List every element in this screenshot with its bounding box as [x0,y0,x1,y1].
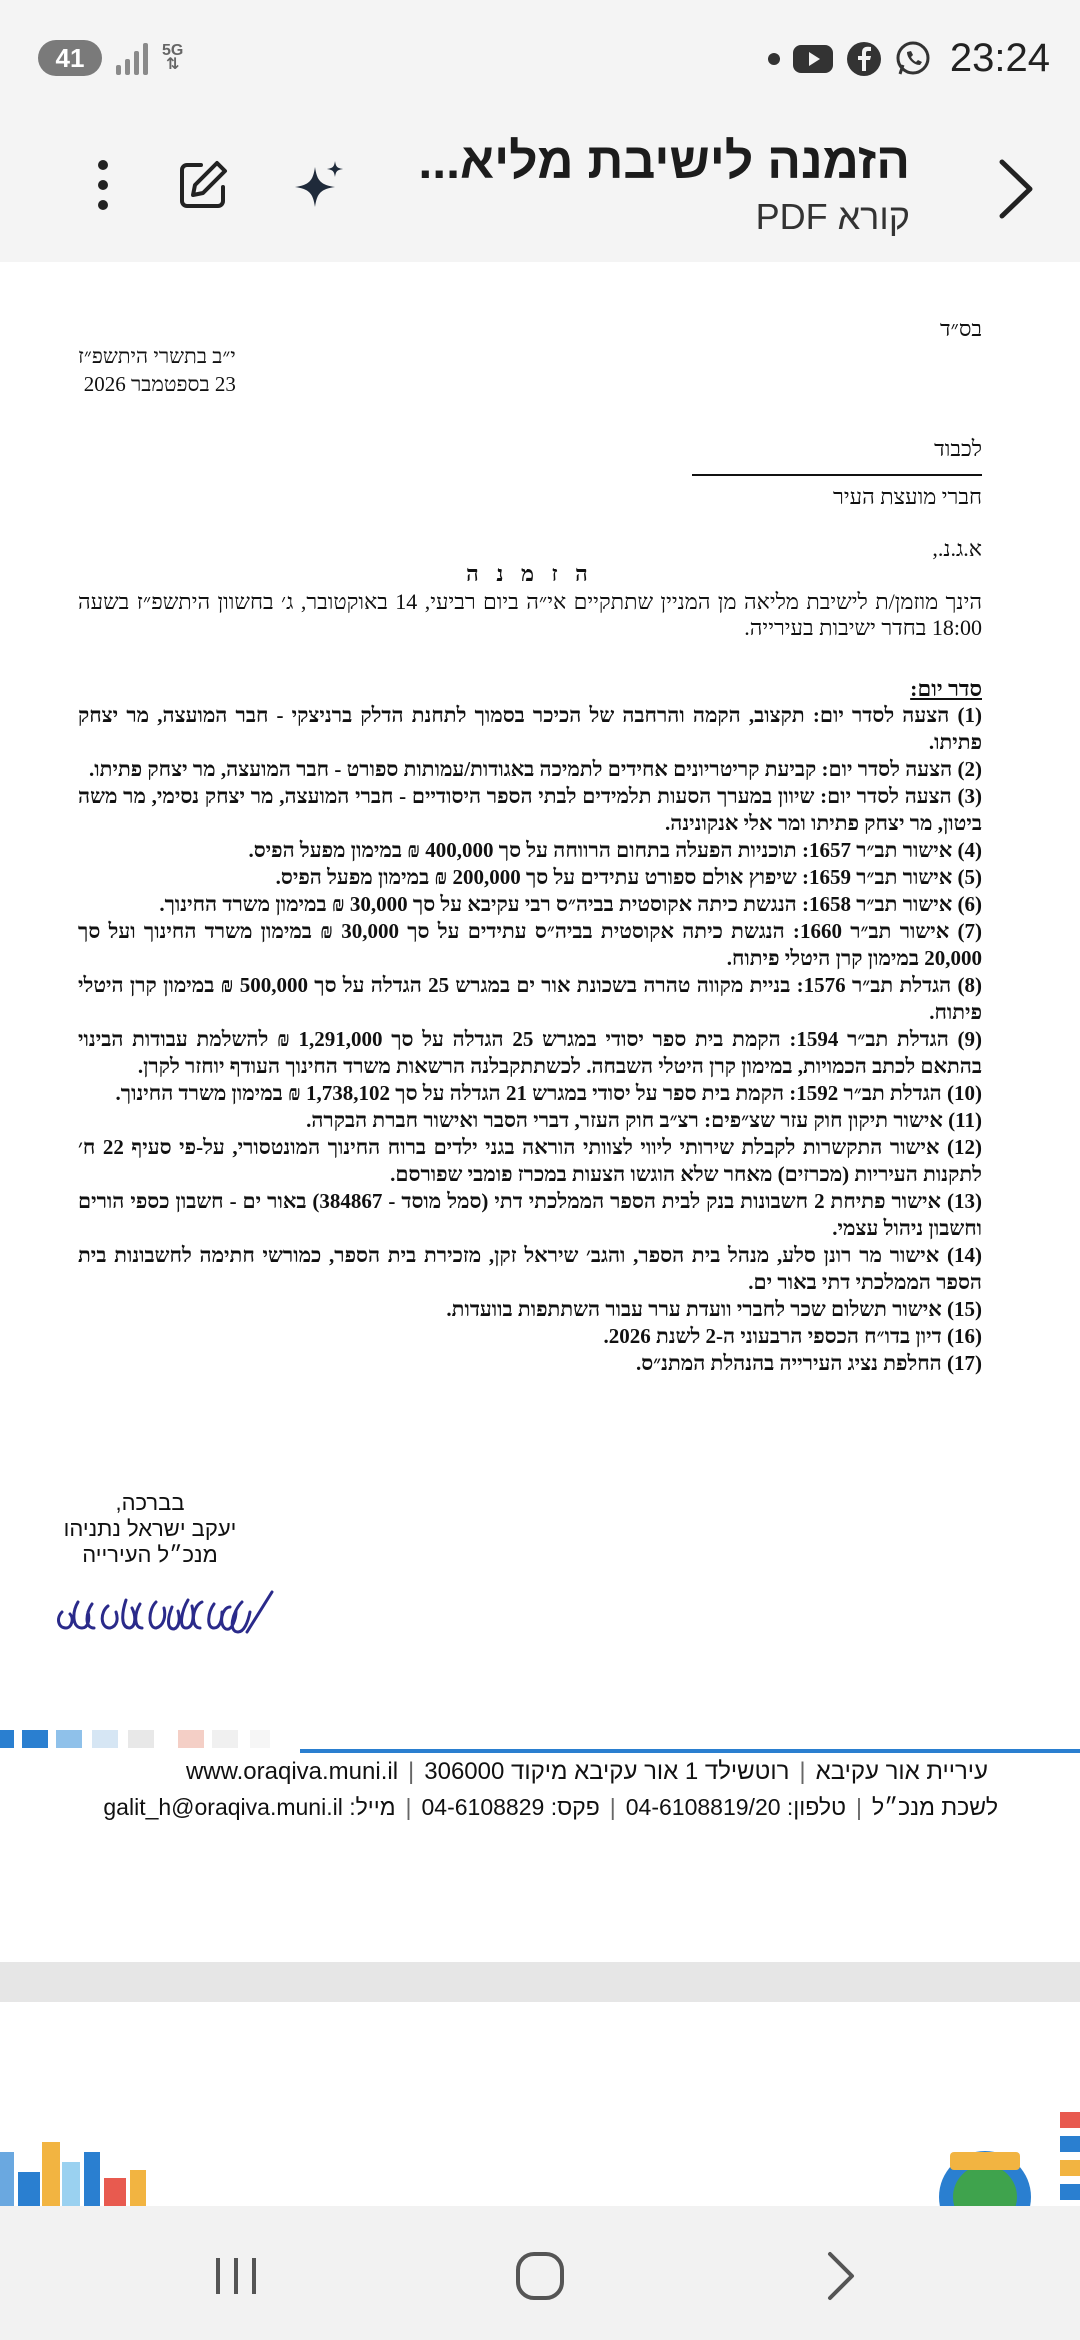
status-bar [0,0,1080,120]
intro-paragraph: הינך מוזמן/ת לישיבת מליאה מן המניין שתתקיים אי״ה ביום רביעי, 14 באוקטובר, ג׳ בחשוון היתשפ״ז בשעה 18:00 בחדר ישיבות בעירייה. [78,589,983,640]
footer-phone[interactable]: 04-6108819/20 [625,1794,781,1820]
agenda-item: (15) אישור תשלום שכר לחברי וועדת ערר עבור השתתפות בוועדות. [446,1297,982,1321]
agenda-item: (13) אישור פתיחת 2 חשבונות בנק לבית הספר הממלכתי דתי (סמל מוסד - 384867) באור ים - חשבון כספי הורים וחשבון ניהול עצמי. [78,1189,983,1240]
footer-mail-label: מייל: [349,1794,396,1820]
app-bar [0,120,1080,260]
footer-address: רוטשילד 1 אור עקיבא מיקוד 306000 [424,1758,790,1785]
agenda-item: (1) הצעה לסדר יום: תקצוב, הקמה והרחבה של הכיכר בסמוך לתחנת הדלק ברניצקי - חבר המועצה, מר יצחק פתיתו. [78,703,982,754]
agenda-list [78,702,982,1377]
back-chevron-icon [988,154,1044,224]
footer-line-1: עיריית אור עקיבא|רוטשילד 1 אור עקיבא מיקוד 306000|www.oraqiva.muni.il [185,1758,988,1785]
agenda-item: (4) אישור תב״ר 1657: תוכניות הפעלה בתחום הרווחה על סך 400,000 ₪ במימון מפעל הפיס. [248,838,982,862]
system-navigation-bar [0,2206,1080,2340]
document-title: הזמנה לישיבת מליא... [418,133,910,189]
whatsapp-icon [894,40,932,78]
addressee: חברי מועצת העיר [833,484,982,509]
footer-phone-label: טלפון: [786,1794,847,1820]
dot-icon [768,53,780,65]
app-subtitle: קורא PDF [755,196,910,237]
footer-color-strip [0,1722,1080,1752]
page-gap [0,1962,1080,2002]
data-arrows-icon: ⇅ [165,56,180,73]
youtube-icon [792,43,834,75]
letter-heading: ה ז מ נ ה [466,561,594,586]
signal-icon [116,41,148,75]
recent-apps-button[interactable] [206,2246,266,2306]
footer-email[interactable]: galit_h@oraqiva.muni.il [103,1794,343,1820]
hebrew-date: י״ב בתשרי היתשפ״ז [78,344,236,368]
status-left [38,40,183,76]
pdf-page-2[interactable] [0,2002,1080,2206]
agenda-item: (10) הגדלת תב״ר 1592: הקמת בית ספר על יסודי במגרש 21 הגדלה על סך 1,738,102 ₪ במימון משרד החינוך. [115,1081,982,1105]
agenda-item: (9) הגדלת תב״ר 1594: הקמת בית ספר יסודי במגרש 25 הגדלה על סך 1,291,000 ₪ להשלמת עבודות הבינוי בהתאם לכתב הכמויות, במימון קרן היטלי השבחה. לכשתתקבלנה הרשאות משרד החינוך העודף יוחזר לקרן. [78,1027,982,1078]
closing-greeting: בברכה, [115,1490,185,1515]
facebook-icon [846,41,882,77]
agenda-item: (6) אישור תב״ר 1658: הנגשת כיתה אקוסטית בביה״ס רבי עקיבא על סך 30,000 ₪ במימון משרד החינוך. [159,892,982,916]
gregorian-date: 23 בספטמבר 2026 [83,372,236,396]
footer-office: לשכת מנכ״ל [872,1794,998,1820]
more-icon [96,158,110,212]
agenda-item: (2) הצעה לסדר יום: קביעת קריטריונים אחידים לתמיכה באגודות/עמותות ספורט - חבר המועצה, מר יצחק פתיתו. [89,757,982,781]
agenda-item: (12) אישור התקשרות לקבלת שירותי ליווי לצוותי הוראה בגני ילדים ברוח החינוך המונטסורי, על-פי סעיף 22 ח׳ לתקנות העיריות (מכרזים) מאחר שלא הוגשו הצעות במכרז פומבי שפורסם. [78,1135,982,1186]
back-button[interactable] [988,154,1044,224]
greeting: א.ג.נ., [932,536,982,561]
signer-name: יעקב ישראל נתניהו [63,1516,237,1541]
title-block [418,132,910,238]
footer-accent-line [300,1749,1080,1753]
edit-button[interactable] [168,150,238,220]
handwritten-signature [42,1552,282,1652]
ai-assist-button[interactable] [284,150,354,220]
home-button[interactable] [510,2246,570,2306]
footer-line-2: לשכת מנכ״ל|טלפון: 04-6108819/20|פקס: 04-6108829|מייל: galit_h@oraqiva.muni.il [103,1794,998,1820]
back-nav-button[interactable] [810,2246,870,2306]
divider-line [692,474,982,476]
agenda-item: (11) אישור תיקון חוק עזר שצ״פים: רצ״ב חוק העזר, דברי הסבר ואישור חברת הבקרה. [306,1108,982,1132]
notification-count-badge: 41 [38,40,102,76]
status-right [768,36,1050,81]
footer-fax-label: פקס: [550,1794,600,1820]
bsd-mark: בס״ד [939,316,982,341]
agenda-item: (3) הצעה לסדר יום: שיוון במערך הסעות תלמידים לבתי הספר היסודיים - חברי המועצה, מר יצחק נסימי, מר משה ביטון, מר יצחק פתיתו ומר אלי אנקונינה. [78,784,982,835]
agenda-item: (14) אישור מר רונן סלע, מנהל בית הספר, והגב׳ שיראל זקן, מזכירת בית הספר, כמורשי חתימה לחשבונות בית הספר הממלכתי דתי באור ים. [78,1243,982,1294]
signer-title: מנכ״ל העירייה [82,1542,218,1567]
agenda-item: (16) דיון בדו״ח הכספי הרבעוני ה-2 לשנת 2026. [603,1324,982,1348]
agenda-item: (7) אישור תב״ר 1660: הנגשת כיתה אקוסטית בביה״ס עתידים על סך 30,000 ₪ במימון משרד החינוך ועל סך 20,000 במימון קרן היטלי פיתוח. [78,919,982,970]
pdf-page[interactable] [0,262,1080,1962]
agenda-item: (8) הגדלת תב״ר 1576: בניית מקווה טהרה בשכונת אור ים במגרש 25 הגדלה על סך 500,000 ₪ במימון קרן היטלי פיתוח. [78,973,982,1024]
footer-website[interactable]: www.oraqiva.muni.il [185,1758,399,1785]
clock: 23:24 [949,36,1050,80]
agenda-title: סדר יום: [910,676,982,701]
more-menu-button[interactable] [68,150,138,220]
agenda-item: (5) אישור תב״ר 1659: שיפוץ אולם ספורט עתידים על סך 200,000 ₪ במימון מפעל הפיס. [275,865,982,889]
network-type-icon: 5G ⇅ [162,42,184,73]
page2-header-graphics [0,2002,1080,2206]
footer-city: עיריית אור עקיבא [815,1758,988,1785]
letter-dates [78,342,236,398]
edit-icon [175,157,231,213]
agenda-item: (17) החלפת נציג העירייה בהנהלת המתנ״ס. [635,1351,982,1375]
sparkle-icon [291,157,347,213]
footer-fax: 04-6108829 [421,1794,545,1820]
to-label: לכבוד [934,436,982,461]
